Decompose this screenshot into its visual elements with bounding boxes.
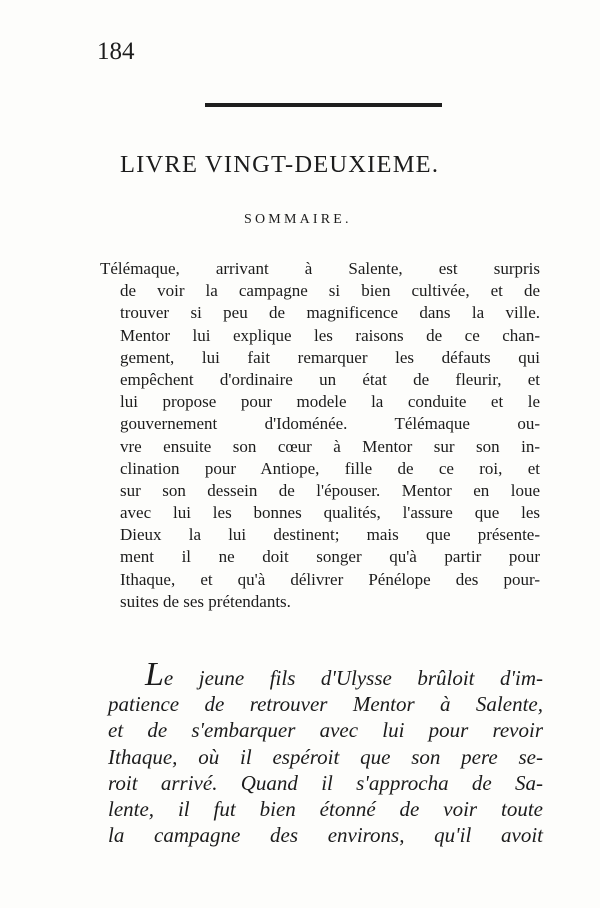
summary-line: gement, lui fait remarquer les défauts qui [120, 347, 540, 367]
summary-line: suites de ses prétendants. [120, 591, 291, 611]
body-line: patience de retrouver Mentor à Salente, [108, 692, 543, 717]
summary-line: empêchent d'ordinaire un état de fleurir, et [120, 369, 540, 389]
page-number: 184 [97, 38, 135, 65]
body-line: Ithaque, où il espéroit que son pere se- [108, 744, 543, 769]
summary-line: lui propose pour modele la conduite et le [120, 392, 540, 412]
header-rule [205, 103, 442, 107]
body-first-line-text: e jeune fils d'Ulysse brûloit d'im- [163, 666, 543, 690]
summary-line: Ithaque, et qu'à délivrer Pénélope des pour- [120, 569, 540, 589]
summary-line: de voir la campagne si bien cultivée, et de [120, 281, 540, 301]
summary-line: vre ensuite son cœur à Mentor sur son in- [120, 436, 540, 456]
summary-line: clination pour Antiope, fille de ce roi, et [120, 458, 540, 478]
summary-line: gouvernement d'Idoménée. Télémaque ou- [120, 414, 540, 434]
body-line: et de s'embarquer avec lui pour revoir [108, 718, 543, 743]
summary-line: Télémaque, arrivant à Salente, est surpris [100, 259, 540, 278]
body-line: la campagne des environs, qu'il avoit [108, 823, 543, 848]
summary-heading: SOMMAIRE. [244, 212, 352, 227]
chapter-title: LIVRE VINGT-DEUXIEME. [120, 151, 440, 178]
initial-letter: L [145, 656, 164, 693]
summary-line: avec lui les bonnes qualités, l'assure que les [120, 503, 540, 523]
summary-line: ment il ne doit songer qu'à partir pour [120, 547, 540, 567]
body-line: lente, il fut bien étonné de voir toute [108, 796, 543, 821]
summary-line: trouver si peu de magnificence dans la ville. [120, 303, 540, 323]
summary-line: Mentor lui explique les raisons de ce chan- [120, 325, 540, 345]
summary-line: Dieux la lui destinent; mais que présente- [120, 525, 540, 545]
summary-paragraph [100, 258, 540, 613]
body-first-line [145, 656, 543, 693]
body-line: roit arrivé. Quand il s'approcha de Sa- [108, 770, 543, 795]
summary-line: sur son dessein de l'épouser. Mentor en loue [120, 480, 540, 500]
body-paragraph [108, 656, 543, 848]
